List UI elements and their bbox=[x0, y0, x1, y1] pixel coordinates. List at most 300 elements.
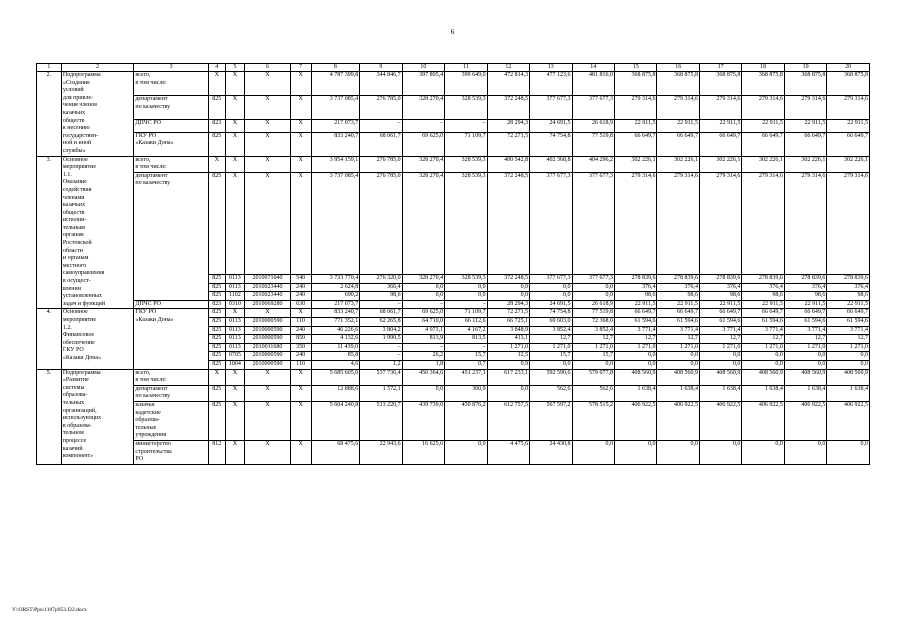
amount-cell: 0,0 bbox=[699, 352, 741, 361]
amount-cell: 217 073,7 bbox=[311, 300, 360, 309]
amount-cell: 12,7 bbox=[530, 335, 572, 344]
amount-cell: 279 314,6 bbox=[657, 95, 699, 119]
amount-cell: 402 368,8 bbox=[530, 156, 572, 172]
amount-cell: 98,6 bbox=[742, 292, 784, 301]
amount-cell: 24 430,8 bbox=[530, 440, 572, 464]
amount-cell: 66 112,6 bbox=[445, 318, 487, 327]
amount-cell: 3 848,9 bbox=[487, 326, 529, 335]
amount-cell: 1 271,0 bbox=[572, 343, 614, 352]
amount-cell: 22 911,5 bbox=[657, 300, 699, 309]
header-cell: 8 bbox=[311, 64, 360, 72]
code-cell: Х bbox=[245, 72, 291, 96]
amount-cell: 66 649,7 bbox=[657, 309, 699, 318]
code-cell: Х bbox=[245, 309, 291, 318]
amount-cell: 377 677,3 bbox=[530, 275, 572, 284]
code-cell: 630 bbox=[290, 300, 311, 309]
code-cell: Х bbox=[225, 119, 245, 132]
amount-cell: 68 061,7 bbox=[360, 309, 402, 318]
amount-cell: 1 638,4 bbox=[699, 385, 741, 401]
amount-cell: 0,7 bbox=[445, 360, 487, 369]
amount-cell: 368 875,8 bbox=[657, 72, 699, 96]
program-name: Подпрограмма «Развитие системы образова- тельных организаций, использующих в образова- тельном процессе казачий компонент» bbox=[61, 369, 134, 464]
header-cell: 14 bbox=[572, 64, 614, 72]
amount-cell: 406 922,5 bbox=[742, 401, 784, 440]
amount-cell: 66 649,7 bbox=[615, 309, 657, 318]
amount-cell: 302 226,1 bbox=[784, 156, 826, 172]
amount-cell: 408 560,9 bbox=[657, 369, 699, 385]
code-cell: Х bbox=[225, 309, 245, 318]
amount-cell: 98,6 bbox=[784, 292, 826, 301]
amount-cell: 408 560,9 bbox=[742, 369, 784, 385]
amount-cell: 46 226,6 bbox=[311, 326, 360, 335]
code-cell: 1004 bbox=[225, 360, 245, 369]
header-cell: 2 bbox=[61, 64, 134, 72]
amount-cell: 1 271,0 bbox=[827, 343, 870, 352]
amount-cell: 612 757,5 bbox=[487, 401, 529, 440]
amount-cell: 22 911,5 bbox=[615, 300, 657, 309]
code-cell: 240 bbox=[290, 283, 311, 292]
amount-cell: 1 990,5 bbox=[360, 335, 402, 344]
amount-cell: 360,9 bbox=[445, 385, 487, 401]
amount-cell: 77 519,8 bbox=[572, 132, 614, 156]
code-cell: 2010023440 bbox=[245, 292, 291, 301]
code-cell: 2010000590 bbox=[245, 352, 291, 361]
amount-cell: 406 922,5 bbox=[827, 401, 870, 440]
amount-cell: 22 911,5 bbox=[827, 119, 870, 132]
amount-cell: 0,0 bbox=[657, 440, 699, 464]
code-cell: Х bbox=[245, 95, 291, 119]
table-row bbox=[37, 132, 870, 156]
amount-cell: 68 475,6 bbox=[311, 440, 360, 464]
amount-cell: 26,2 bbox=[402, 352, 444, 361]
code-cell: Х bbox=[225, 440, 245, 464]
amount-cell: 24 691,5 bbox=[530, 300, 572, 309]
file-path-footer: Y:\ORST\Ppo\1107p953.f22.docx bbox=[12, 607, 87, 613]
amount-cell: 74 754,8 bbox=[530, 132, 572, 156]
amount-cell: 12,7 bbox=[615, 335, 657, 344]
amount-cell: 302 226,1 bbox=[615, 156, 657, 172]
amount-cell: 0,0 bbox=[615, 360, 657, 369]
amount-cell: 0,0 bbox=[784, 440, 826, 464]
amount-cell: 26 618,9 bbox=[572, 300, 614, 309]
amount-cell: 4 167,2 bbox=[445, 326, 487, 335]
amount-cell: 397 895,4 bbox=[402, 72, 444, 96]
amount-cell: 579 077,8 bbox=[572, 369, 614, 385]
amount-cell: 279 314,6 bbox=[699, 172, 741, 274]
code-cell: Х bbox=[225, 156, 245, 172]
code-cell: 2010000590 bbox=[245, 326, 291, 335]
amount-cell: 0,9 bbox=[487, 360, 529, 369]
amount-cell: 377 677,3 bbox=[572, 275, 614, 284]
amount-cell: 439 739,0 bbox=[402, 401, 444, 440]
amount-cell: 513 220,7 bbox=[360, 401, 402, 440]
amount-cell: 61 594,6 bbox=[784, 318, 826, 327]
amount-cell: 279 314,6 bbox=[827, 95, 870, 119]
amount-cell: 302 226,1 bbox=[827, 156, 870, 172]
amount-cell: 279 314,6 bbox=[699, 95, 741, 119]
amount-cell: 3 804,2 bbox=[360, 326, 402, 335]
amount-cell: 72 271,5 bbox=[487, 132, 529, 156]
amount-cell: 408 560,9 bbox=[699, 369, 741, 385]
header-cell: 3 bbox=[134, 64, 209, 72]
amount-cell: 74 754,8 bbox=[530, 309, 572, 318]
amount-cell: 472 814,3 bbox=[487, 72, 529, 96]
code-cell: Х bbox=[245, 156, 291, 172]
code-cell: Х bbox=[208, 156, 225, 172]
amount-cell: 3 771,4 bbox=[615, 326, 657, 335]
code-cell: Х bbox=[245, 119, 291, 132]
amount-cell: 0,0 bbox=[572, 440, 614, 464]
code-cell: Х bbox=[225, 385, 245, 401]
amount-cell: 69 625,0 bbox=[402, 132, 444, 156]
amount-cell: 28 294,3 bbox=[487, 119, 529, 132]
code-cell: 825 bbox=[208, 335, 225, 344]
code-cell: Х bbox=[245, 385, 291, 401]
amount-cell: 0,0 bbox=[699, 440, 741, 464]
header-cell: 13 bbox=[530, 64, 572, 72]
amount-cell: 400 542,8 bbox=[487, 156, 529, 172]
code-cell: 2010069280 bbox=[245, 300, 291, 309]
amount-cell: 408 560,9 bbox=[827, 369, 870, 385]
code-cell: 350 bbox=[290, 343, 311, 352]
amount-cell: 3 771,4 bbox=[699, 326, 741, 335]
amount-cell: 302 226,1 bbox=[657, 156, 699, 172]
amount-cell: 61 594,6 bbox=[615, 318, 657, 327]
code-cell: Х bbox=[290, 132, 311, 156]
amount-cell: 376,4 bbox=[827, 283, 870, 292]
executor-cell: всего, в том числе: bbox=[134, 72, 209, 96]
code-cell: Х bbox=[245, 132, 291, 156]
amount-cell: 24 691,5 bbox=[530, 119, 572, 132]
amount-cell: 0,0 bbox=[445, 283, 487, 292]
code-cell: 2010071040 bbox=[245, 275, 291, 284]
amount-cell: – bbox=[445, 119, 487, 132]
code-cell: Х bbox=[225, 401, 245, 440]
amount-cell: 690,2 bbox=[311, 292, 360, 301]
amount-cell: 66 649,7 bbox=[742, 309, 784, 318]
executor-cell: департамент по казачеству bbox=[134, 95, 209, 119]
code-cell: 0113 bbox=[225, 283, 245, 292]
amount-cell: 12,5 bbox=[487, 352, 529, 361]
code-cell: Х bbox=[290, 172, 311, 274]
amount-cell: 66 649,7 bbox=[699, 132, 741, 156]
amount-cell: 5 604 240,8 bbox=[311, 401, 360, 440]
executor-cell: всего, в том числе: bbox=[134, 369, 209, 385]
amount-cell: 71 109,7 bbox=[445, 132, 487, 156]
amount-cell: 0,0 bbox=[742, 352, 784, 361]
amount-cell: 481 816,0 bbox=[572, 72, 614, 96]
amount-cell: 62 265,8 bbox=[360, 318, 402, 327]
amount-cell: 376,4 bbox=[699, 283, 741, 292]
amount-cell: 0,0 bbox=[784, 352, 826, 361]
code-cell: Х bbox=[225, 72, 245, 96]
amount-cell: 328 539,3 bbox=[445, 95, 487, 119]
amount-cell: 0,0 bbox=[487, 385, 529, 401]
amount-cell: 4 073,1 bbox=[402, 326, 444, 335]
amount-cell: 0,0 bbox=[827, 360, 870, 369]
amount-cell: 66 725,1 bbox=[487, 318, 529, 327]
table-row bbox=[37, 172, 870, 274]
code-cell: 825 bbox=[208, 343, 225, 352]
amount-cell: 1 271,0 bbox=[784, 343, 826, 352]
amount-cell: 328 539,3 bbox=[445, 172, 487, 274]
amount-cell: 22 911,5 bbox=[827, 300, 870, 309]
executor-cell: всего, в том числе: bbox=[134, 156, 209, 172]
amount-cell: 0,0 bbox=[657, 360, 699, 369]
amount-cell: 98,6 bbox=[360, 292, 402, 301]
amount-cell: 0,0 bbox=[827, 352, 870, 361]
executor-cell: ДПЧС РО bbox=[134, 119, 209, 132]
amount-cell: 562,6 bbox=[530, 385, 572, 401]
amount-cell: 22 911,5 bbox=[742, 119, 784, 132]
code-cell: Х bbox=[225, 369, 245, 385]
code-cell: 850 bbox=[290, 335, 311, 344]
amount-cell: 12,7 bbox=[657, 335, 699, 344]
amount-cell: 408 560,9 bbox=[615, 369, 657, 385]
amount-cell: 12,7 bbox=[572, 335, 614, 344]
amount-cell: 66 649,7 bbox=[615, 132, 657, 156]
amount-cell: 279 314,6 bbox=[742, 95, 784, 119]
amount-cell: 28 294,3 bbox=[487, 300, 529, 309]
code-cell: 1102 bbox=[225, 292, 245, 301]
amount-cell: 0,0 bbox=[572, 360, 614, 369]
amount-cell: 22 911,5 bbox=[657, 119, 699, 132]
code-cell: Х bbox=[290, 95, 311, 119]
amount-cell: 328 539,3 bbox=[445, 275, 487, 284]
amount-cell: 279 314,6 bbox=[784, 95, 826, 119]
program-name: Основное мероприятие 1.2. Финансовое обеспечение ГКУ РО «Казаки Дона» bbox=[61, 309, 134, 369]
amount-cell: 1 638,4 bbox=[784, 385, 826, 401]
amount-cell: 72 271,5 bbox=[487, 309, 529, 318]
code-cell: 240 bbox=[290, 292, 311, 301]
amount-cell: 366,4 bbox=[360, 283, 402, 292]
amount-cell: 12,7 bbox=[742, 335, 784, 344]
code-cell: 2010000590 bbox=[245, 318, 291, 327]
amount-cell: 3 852,4 bbox=[530, 326, 572, 335]
amount-cell: 451 237,1 bbox=[445, 369, 487, 385]
table-row bbox=[37, 300, 870, 309]
code-cell: 240 bbox=[290, 352, 311, 361]
amount-cell: 1 638,4 bbox=[827, 385, 870, 401]
table-row bbox=[37, 309, 870, 318]
amount-cell: 376,4 bbox=[742, 283, 784, 292]
amount-cell: 66 649,7 bbox=[784, 132, 826, 156]
amount-cell: 578 515,2 bbox=[572, 401, 614, 440]
amount-cell: 61 594,6 bbox=[742, 318, 784, 327]
table-row bbox=[37, 369, 870, 385]
amount-cell: 279 314,6 bbox=[784, 172, 826, 274]
amount-cell: 66 649,7 bbox=[742, 132, 784, 156]
code-cell: 823 bbox=[208, 119, 225, 132]
code-cell: 2010000590 bbox=[245, 335, 291, 344]
table-row bbox=[37, 401, 870, 440]
table-row bbox=[37, 95, 870, 119]
code-cell: Х bbox=[290, 119, 311, 132]
code-cell: 0113 bbox=[225, 343, 245, 352]
code-cell: 2010011680 bbox=[245, 343, 291, 352]
amount-cell: – bbox=[360, 343, 402, 352]
amount-cell: 3 733 770,4 bbox=[311, 275, 360, 284]
amount-cell: 456 364,6 bbox=[402, 369, 444, 385]
amount-cell: 22 911,5 bbox=[784, 119, 826, 132]
code-cell: Х bbox=[290, 156, 311, 172]
amount-cell: 377 677,3 bbox=[530, 172, 572, 274]
code-cell: Х bbox=[245, 440, 291, 464]
amount-cell: 813,9 bbox=[402, 335, 444, 344]
amount-cell: 0,0 bbox=[402, 292, 444, 301]
amount-cell: 278 839,6 bbox=[615, 275, 657, 284]
amount-cell: 4 132,6 bbox=[311, 335, 360, 344]
amount-cell: 1 271,0 bbox=[615, 343, 657, 352]
amount-cell: 833 240,7 bbox=[311, 132, 360, 156]
code-cell: Х bbox=[245, 369, 291, 385]
amount-cell: 376,4 bbox=[657, 283, 699, 292]
amount-cell: 1 638,4 bbox=[615, 385, 657, 401]
amount-cell: 3 771,4 bbox=[657, 326, 699, 335]
amount-cell: 22 911,5 bbox=[699, 119, 741, 132]
header-row bbox=[37, 64, 870, 72]
amount-cell: 71 109,7 bbox=[445, 309, 487, 318]
code-cell: 0113 bbox=[225, 275, 245, 284]
amount-cell: 0,0 bbox=[487, 283, 529, 292]
code-cell: Х bbox=[290, 440, 311, 464]
amount-cell: 12,7 bbox=[827, 335, 870, 344]
amount-cell: 15,7 bbox=[572, 352, 614, 361]
code-cell: 0113 bbox=[225, 318, 245, 327]
amount-cell: 279 314,6 bbox=[615, 172, 657, 274]
code-cell: 2010023440 bbox=[245, 283, 291, 292]
amount-cell: 66 649,7 bbox=[827, 132, 870, 156]
table-row bbox=[37, 440, 870, 464]
amount-cell: 0,0 bbox=[615, 352, 657, 361]
amount-cell: – bbox=[402, 119, 444, 132]
executor-cell: департамент по казачеству bbox=[134, 172, 209, 300]
header-cell: 15 bbox=[615, 64, 657, 72]
amount-cell: 372 248,5 bbox=[487, 95, 529, 119]
amount-cell: 22 911,5 bbox=[615, 119, 657, 132]
amount-cell: 66 649,7 bbox=[699, 309, 741, 318]
amount-cell: 12,7 bbox=[699, 335, 741, 344]
table-row bbox=[37, 72, 870, 96]
code-cell: 0310 bbox=[225, 300, 245, 309]
amount-cell: 0,0 bbox=[699, 360, 741, 369]
table-row bbox=[37, 156, 870, 172]
amount-cell: 98,6 bbox=[615, 292, 657, 301]
table-body bbox=[37, 64, 870, 465]
amount-cell: 66 649,7 bbox=[784, 309, 826, 318]
code-cell: 812 bbox=[208, 440, 225, 464]
amount-cell: 61 594,6 bbox=[827, 318, 870, 327]
amount-cell: 0,0 bbox=[784, 360, 826, 369]
amount-cell: 567 597,2 bbox=[530, 401, 572, 440]
amount-cell: 77 519,8 bbox=[572, 309, 614, 318]
program-name: Подпрограмма «Создание условий для привле- чения членов казачьих обществ к несению государствен- ной и иной службы» bbox=[61, 72, 134, 157]
amount-cell: 61 594,6 bbox=[699, 318, 741, 327]
amount-cell: 3 852,4 bbox=[572, 326, 614, 335]
executor-cell: департамент по казачеству bbox=[134, 385, 209, 401]
amount-cell: 1 271,0 bbox=[742, 343, 784, 352]
amount-cell: 372 248,5 bbox=[487, 172, 529, 274]
amount-cell: 1 638,4 bbox=[657, 385, 699, 401]
amount-cell: 61 594,6 bbox=[657, 318, 699, 327]
row-number: 4. bbox=[37, 309, 62, 369]
amount-cell: 0,0 bbox=[530, 283, 572, 292]
code-cell: Х bbox=[290, 309, 311, 318]
table-row bbox=[37, 385, 870, 401]
amount-cell: 344 846,7 bbox=[360, 72, 402, 96]
amount-cell: 3 954 159,1 bbox=[311, 156, 360, 172]
amount-cell: 26 618,9 bbox=[572, 119, 614, 132]
amount-cell: 1 271,0 bbox=[487, 343, 529, 352]
amount-cell: 406 922,5 bbox=[699, 401, 741, 440]
amount-cell: 278 839,6 bbox=[827, 275, 870, 284]
code-cell: 825 bbox=[208, 326, 225, 335]
header-cell: 9 bbox=[360, 64, 402, 72]
code-cell: Х bbox=[208, 72, 225, 96]
amount-cell: 69 603,0 bbox=[530, 318, 572, 327]
code-cell: 0113 bbox=[225, 326, 245, 335]
code-cell: 825 bbox=[208, 95, 225, 119]
amount-cell: 15,7 bbox=[445, 352, 487, 361]
amount-cell: 278 839,6 bbox=[657, 275, 699, 284]
amount-cell: 22 911,5 bbox=[699, 300, 741, 309]
amount-cell: 617 233,1 bbox=[487, 369, 529, 385]
amount-cell: 279 314,6 bbox=[657, 172, 699, 274]
code-cell: 540 bbox=[290, 275, 311, 284]
amount-cell: 376,4 bbox=[615, 283, 657, 292]
code-cell: Х bbox=[245, 172, 291, 274]
amount-cell: 328 539,3 bbox=[445, 156, 487, 172]
amount-cell: 98,6 bbox=[657, 292, 699, 301]
code-cell: Х bbox=[290, 72, 311, 96]
amount-cell: 302 226,1 bbox=[742, 156, 784, 172]
amount-cell: 276 320,0 bbox=[360, 275, 402, 284]
code-cell: Х bbox=[290, 369, 311, 385]
amount-cell: 0,0 bbox=[530, 292, 572, 301]
code-cell: Х bbox=[208, 369, 225, 385]
code-cell: Х bbox=[245, 401, 291, 440]
amount-cell: 368 875,8 bbox=[615, 72, 657, 96]
amount-cell: 328 270,4 bbox=[402, 156, 444, 172]
amount-cell: 3 737 085,4 bbox=[311, 172, 360, 274]
amount-cell: 0,0 bbox=[827, 440, 870, 464]
amount-cell: 278 839,6 bbox=[784, 275, 826, 284]
amount-cell: 5 685 605,0 bbox=[311, 369, 360, 385]
code-cell: Х bbox=[225, 172, 245, 274]
amount-cell: 1,2 bbox=[360, 360, 402, 369]
header-cell: 4 bbox=[208, 64, 225, 72]
amount-cell: 372 248,5 bbox=[487, 275, 529, 284]
code-cell: 825 bbox=[208, 172, 225, 274]
code-cell: 110 bbox=[290, 360, 311, 369]
amount-cell: 0,0 bbox=[530, 360, 572, 369]
amount-cell: – bbox=[360, 300, 402, 309]
amount-cell: 368 875,8 bbox=[742, 72, 784, 96]
amount-cell: 2 624,8 bbox=[311, 283, 360, 292]
amount-cell: 771 352,1 bbox=[311, 318, 360, 327]
amount-cell: 3 771,4 bbox=[784, 326, 826, 335]
amount-cell: 404 296,2 bbox=[572, 156, 614, 172]
header-cell: 12 bbox=[487, 64, 529, 72]
executor-cell: казачьи кадетские образова- тельные учреждения bbox=[134, 401, 209, 440]
amount-cell: 537 736,4 bbox=[360, 369, 402, 385]
amount-cell: 279 314,6 bbox=[615, 95, 657, 119]
code-cell: Х bbox=[290, 385, 311, 401]
amount-cell: 4,6 bbox=[311, 360, 360, 369]
code-cell: 825 bbox=[208, 360, 225, 369]
code-cell: 823 bbox=[208, 300, 225, 309]
amount-cell: 0,0 bbox=[402, 283, 444, 292]
